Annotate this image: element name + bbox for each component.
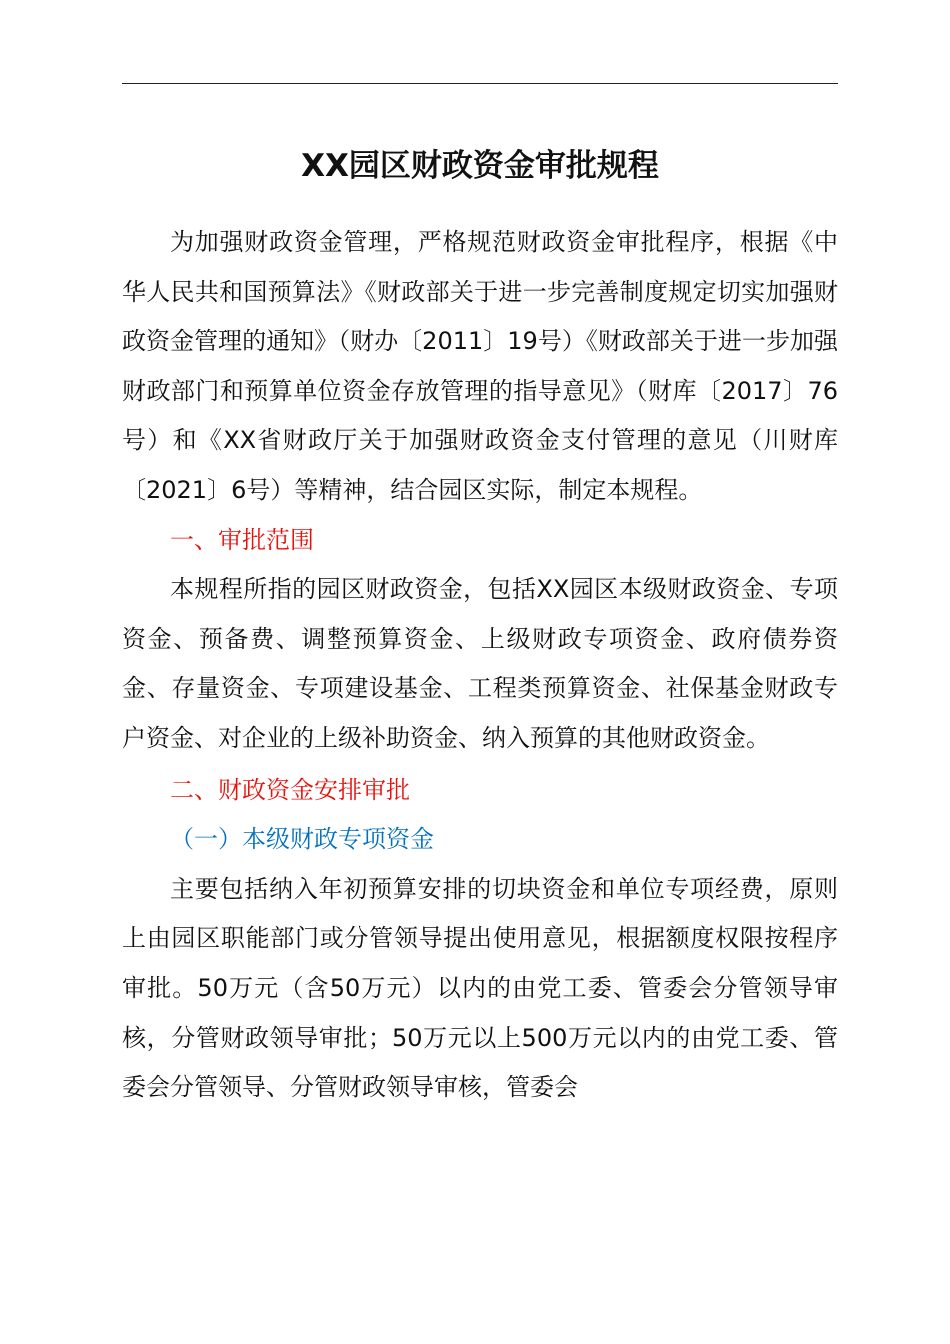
scope-paragraph: 本规程所指的园区财政资金，包括XX园区本级财政资金、专项资金、预备费、调整预算资金、上级财政专项资金、政府债券资金、存量资金、专项建设基金、工程类预算资金、社保基金财政专户资金、对企业的上级补助资金、纳入预算的其他财政资金。 [122,575,838,752]
header-rule [122,83,838,84]
document-title: XX园区财政资金审批规程 [301,148,659,184]
section-heading-scope: 一、审批范围 [170,525,314,554]
special-funds-paragraph: 主要包括纳入年初预算安排的切块资金和单位专项经费，原则上由园区职能部门或分管领导提出使用意见，根据额度权限按程序审批。50万元（含50万元）以内的由党工委、管委会分管领导审核，分管财政领导审批；50万元以上500万元以内的由党工委、管委会分管领导、分管财政领导审核，管委会 [122,874,838,1102]
section-heading-approval: 二、财政资金安排审批 [170,775,410,804]
subsection-heading-special-funds: （一）本级财政专项资金 [170,825,434,854]
document-body [122,218,838,1113]
intro-paragraph: 为加强财政资金管理，严格规范财政资金审批程序，根据《中华人民共和国预算法》《财政部关于进一步完善制度规定切实加强财政资金管理的通知》（财办〔2011〕19号）《财政部关于进一步加强财政部门和预算单位资金存放管理的指导意见》（财库〔2017〕76号）和《XX省财政厅关于加强财政资金支付管理的意见（川财库〔2021〕6号）等精神，结合园区实际，制定本规程。 [122,228,838,504]
